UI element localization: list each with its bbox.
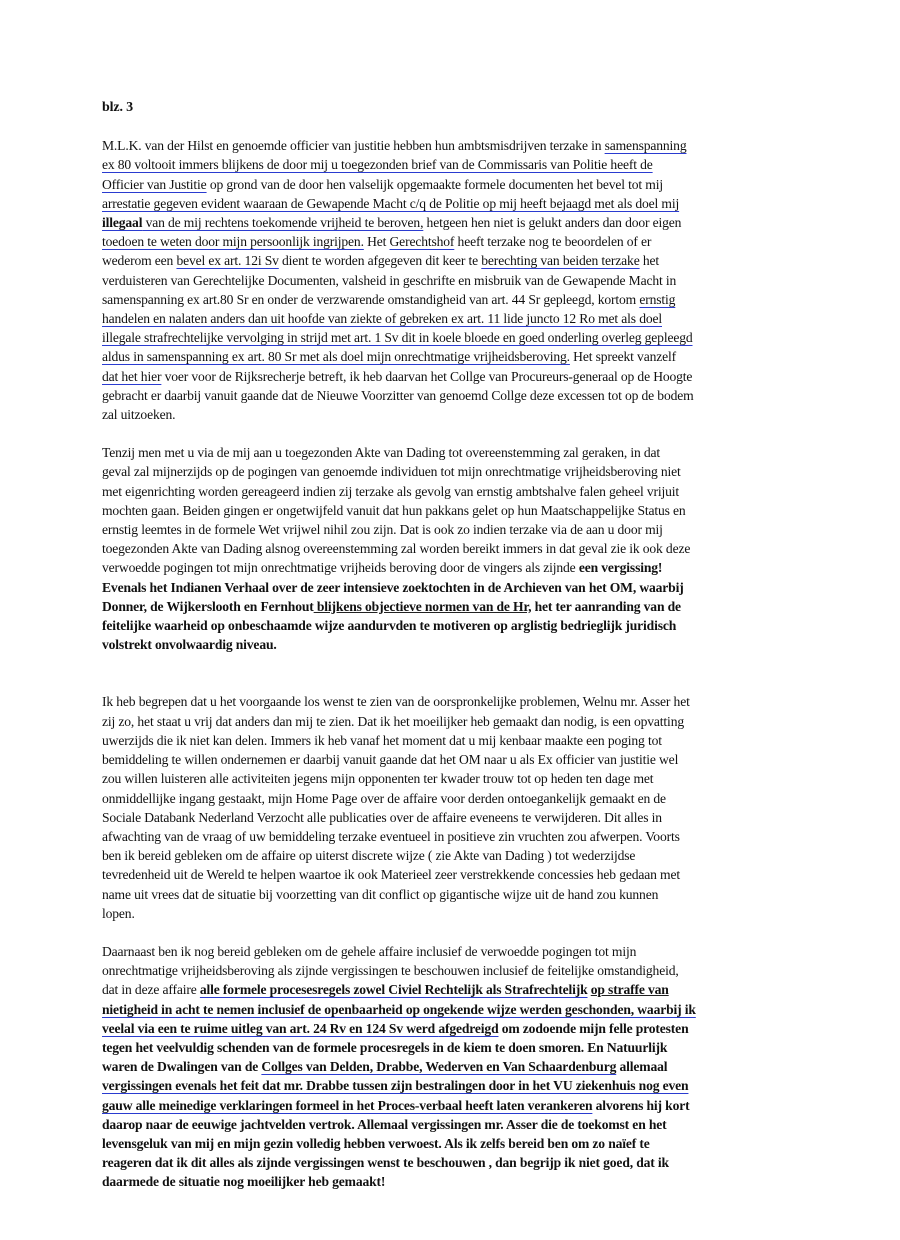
text-line [102,1172,792,1191]
paragraph-p3 [102,692,792,922]
text-line [102,232,792,251]
text-line [102,1057,792,1076]
text-line [102,136,792,155]
text-segment: Sociale Databank Nederland Verzocht alle publicaties over de affaire eveneens te verwijderen. Dit alles in [102,809,662,825]
text-line [102,712,792,731]
text-segment: samenspanning ex art.80 Sr en onder de verzwarende omstandigheid van art. 44 Sr gepleegd, kortom [102,291,640,307]
handwritten-underlined-text: bevel ex art. 12i Sv [176,253,279,269]
text-segment: onrechtmatige vrijheidsberoving als zijnde vergissingen te beschouwen inclusief de feitelijke omstandigheid, [102,963,679,979]
text-segment: lopen. [102,905,135,921]
text-segment: met eigenrichting worden gereageerd indien zij terzake als gevolg van ernstig ambtshalve falen geheel vrijuit [102,483,680,499]
underlined-text: blijkens objectieve normen van de Hr, [313,598,532,614]
text-segment: name uit vrees dat de situatie bij voorzetting van dit conflict op gigantische wijze uit de hand zou kunnen [102,886,659,902]
text-segment: het [639,253,659,269]
text-segment: toegezonden Akte van Dading alsnog overeenstemming zal worden bereikt immers in dat geval zie ik ook deze [102,541,691,557]
page-number: blz. 3 [102,100,133,115]
text-segment: feitelijke waarheid op onbeschaamde wijze aandurvden te motiveren op arglistig bedrieglijk juridisch [102,618,677,634]
text-segment: hetgeen hen niet is gelukt anders dan door eigen [423,215,682,231]
text-line [102,616,792,635]
text-segment: dat in deze affaire [102,982,200,998]
text-segment: het ter aanranding van de [531,598,681,614]
text-segment: afwachting van de vraag of uw bemiddeling terzake eventueel in positieve zin vruchten zou afwerpen. Voorts [102,828,680,844]
text-line [102,405,792,424]
handwritten-underlined-text: berechting van beiden terzake [481,253,640,269]
handwritten-underlined-text: aldus in samenspanning ex art. 80 Sr met als doel mijn onrechtmatige vrijheidsberoving. [102,349,570,365]
text-segment: ben ik bereid gebleken om de affaire op uiterst discrete wijze ( zie Akte van Dading ) tot wederzijdse [102,848,636,864]
text-line [102,1153,792,1172]
text-segment: alvorens hij kort [592,1097,690,1113]
text-segment: verduisteren van Gerechtelijke Documenten, valsheid in geschrifte en misbruik van de Gewapende Macht in [102,272,677,288]
text-segment: bemiddeling te willen ondernemen er daarbij vanuit gaande dat het OM naar u als Ex officier van justitie wel [102,752,679,768]
text-segment: Ik heb begrepen dat u het voorgaande los wenst te zien van de oorspronkelijke problemen, Welnu mr. Asser het [102,694,690,710]
text-segment: Het [363,234,390,250]
text-line [102,865,792,884]
handwritten-underlined-text: ex 80 voltooit immers blijkens de door mij u toegezonden brief van de Commissaris van Politie heeft de [102,157,653,173]
text-segment: volstrekt onvolwaardig niveau. [102,637,277,653]
text-line [102,1000,792,1019]
text-segment: verwoedde pogingen tot mijn onrechtmatige vrijheids beroving door de vingers als zijnde [102,560,579,576]
handwritten-underlined-text: ernstig [639,291,676,307]
text-segment: wederom een [102,253,177,269]
text-line [102,558,792,577]
text-segment: waren de Dwalingen van de [102,1059,262,1075]
handwritten-underlined-text: Gerechtshof [389,234,455,250]
text-line [102,290,792,309]
text-line [102,443,792,462]
text-segment: ernstig leemtes in de formele Wet vrijwel nihil zou zijn. Dat is ook zo indien terzake via de aan u door mij [102,522,663,538]
text-segment: onmiddellijke ingang gestaakt, mijn Home Page over de affaire voor derden ontoegankelijk gemaakt en de [102,790,666,806]
text-line [102,597,792,616]
text-line [102,520,792,539]
text-segment: daarmede de situatie nog moeilijker heb gemaakt! [102,1174,386,1190]
text-line [102,309,792,328]
handwritten-underlined-text: samenspanning [604,138,687,154]
handwritten-underlined-text: van de mij rechtens toekomende vrijheid te beroven, [142,215,424,231]
paragraph-p2 [102,443,792,654]
text-segment: een vergissing! [578,560,663,576]
text-segment: Donner, de Wijkerslooth en Fernhout [102,598,314,614]
text-line [102,731,792,750]
handwritten-underlined-text: dat het hier [102,368,162,384]
handwritten-underlined-text: toedoen te weten door mijn persoonlijk ingrijpen. [102,234,364,250]
handwritten-underlined-text: op ongekende wijze werden geschonden, waarbij ik [402,1001,696,1017]
text-segment: zij zo, het staat u vrij dat anders dan mij te zien. Dat ik het moeilijker heb gemaakt dan nodig, is een opvatting [102,713,684,729]
text-line [102,251,792,270]
text-line [102,942,792,961]
handwritten-underlined-text: alle formele procesesregels zowel Civiel Rechtelijk als Strafrechtelijk [199,982,588,998]
text-segment: uwerzijds die ik niet kan delen. Immers ik heb vanaf het moment dat u mij kenbaar maakte een poging tot [102,732,662,748]
handwritten-underlined-text: veelal via een te ruime uitleg van art. 24 Rv en 124 Sv werd [102,1020,439,1036]
paragraph-p4 [102,942,792,1192]
text-segment: tevredenheid uit de Wereld te helpen waartoe ik ook Materieel zeer verstrekkende concessies heb gedaan met [102,867,680,883]
text-line [102,482,792,501]
handwritten-underlined-text: handelen en nalaten anders dan uit hoofde van ziekte of gebreken ex art. 11 lide juncto 12 Ro met als doel [102,311,662,327]
text-line [102,1096,792,1115]
text-line [102,539,792,558]
text-segment: zou willen luisteren alle activiteiten jegens mijn opponenten ter kwader trouw tot op heden ten dage met [102,771,654,787]
text-segment: levensgeluk van mij en mijn gezin volledig hebben verwoest. Als ik zelfs bereid ben om zo naïef te [102,1135,650,1151]
handwritten-underlined-text: vergissingen evenals het feit dat mr. Drabbe tussen zijn bestralingen door in het VU ziekenhuis nog even [102,1078,689,1094]
handwritten-underlined-text: illegaal [102,215,143,231]
text-line [102,885,792,904]
text-line [102,692,792,711]
text-segment: Evenals het Indianen Verhaal over de zeer intensieve zoektochten in de Archieven van het OM, waarbij [102,579,684,595]
text-line [102,980,792,999]
text-segment: dient te worden afgegeven dit keer te [278,253,482,269]
text-line [102,961,792,980]
text-segment: voer voor de Rijksrecherje betreft, ik heb daarvan het Collge van Procureurs-generaal op de Hoogte [161,368,693,384]
text-segment: M.L.K. van der Hilst en genoemde officier van justitie hebben hun ambtsmisdrijven terzake in [102,138,605,154]
text-segment: allemaal [616,1059,668,1075]
text-line [102,769,792,788]
text-line [102,750,792,769]
text-line [102,1134,792,1153]
handwritten-underlined-text: gauw alle meinedige verklaringen formeel in het Proces-verbaal heeft laten verankeren [102,1097,593,1113]
text-segment: zal uitzoeken. [102,407,176,423]
text-line [102,808,792,827]
text-line [102,1019,792,1038]
text-line [102,194,792,213]
text-line [102,386,792,405]
text-line [102,213,792,232]
text-segment: Daarnaast ben ik nog bereid gebleken om de gehele affaire inclusief de verwoedde pogingen tot mijn [102,943,637,959]
text-segment: Allemaal vergissingen mr. Asser die de toekomst en het [354,1116,667,1132]
text-line [102,271,792,290]
text-line [102,347,792,366]
handwritten-underlined-text: Officier van Justitie [102,176,207,192]
text-segment: daarop naar de eeuwige jachtvelden vertrok. [102,1116,355,1132]
underlined-text: op straffe van [590,982,669,998]
text-line [102,578,792,597]
text-segment: gebracht er daarbij vanuit gaande dat de Nieuwe Voorzitter van genoemd Collge deze excessen tot op de bodem [102,387,694,403]
text-segment: op grond van de door hen valselijk opgemaakte formele documenten het bevel tot mij [206,176,663,192]
text-line [102,827,792,846]
text-segment: mochten gaan. Beiden gingen er ongetwijfeld vanuit dat hun pakkans gelet op hun Maatschappelijke Status en [102,502,686,518]
paragraph-p1 [102,136,792,424]
handwritten-underlined-text: arrestatie gegeven evident waaraan de Gewapende Macht c/q de Politie op mij heeft bejaagd met als doel mij [102,195,680,211]
text-segment: heeft terzake nog te beoordelen of er [454,234,652,250]
text-line [102,501,792,520]
text-line [102,846,792,865]
handwritten-underlined-text: Collges van Delden, Drabbe, Wederven en Van Schaardenburg [261,1059,617,1075]
text-line [102,904,792,923]
text-line [102,789,792,808]
text-line [102,155,792,174]
text-segment: geval zal mijnerzijds op de pogingen van genoemde individuen tot mijn onrechtmatige vrijheidsberoving niet [102,464,681,480]
text-line [102,462,792,481]
text-line [102,328,792,347]
document-page [102,98,792,1211]
text-segment: om zodoende mijn felle protesten [498,1020,689,1036]
text-line [102,1038,792,1057]
text-line [102,175,792,194]
handwritten-underlined-text: nietigheid in acht te nemen inclusief de openbaarheid [102,1001,403,1017]
text-segment: reageren dat ik dit alles als zijnde vergissingen wenst te beschouwen , dan begrijp ik niet goed, dat ik [102,1155,669,1171]
text-segment: Tenzij men met u via de mij aan u toegezonden Akte van Dading tot overeenstemming zal geraken, in dat [102,445,661,461]
handwritten-underlined-text: illegale strafrechtelijke vervolging in strijd met art. 1 Sv dit in koele bloede en goed onderling overleg gepleegd [102,330,693,346]
text-line [102,367,792,386]
handwritten-underlined-text: afgedreigd [438,1020,499,1036]
document-body [102,136,792,1191]
text-segment: Het spreekt vanzelf [569,349,676,365]
text-line [102,635,792,654]
text-line [102,1076,792,1095]
text-segment: tegen het veelvuldig schenden van de formele procesregels in de kiem te doen smoren. En Natuurlijk [102,1039,668,1055]
text-line [102,1115,792,1134]
